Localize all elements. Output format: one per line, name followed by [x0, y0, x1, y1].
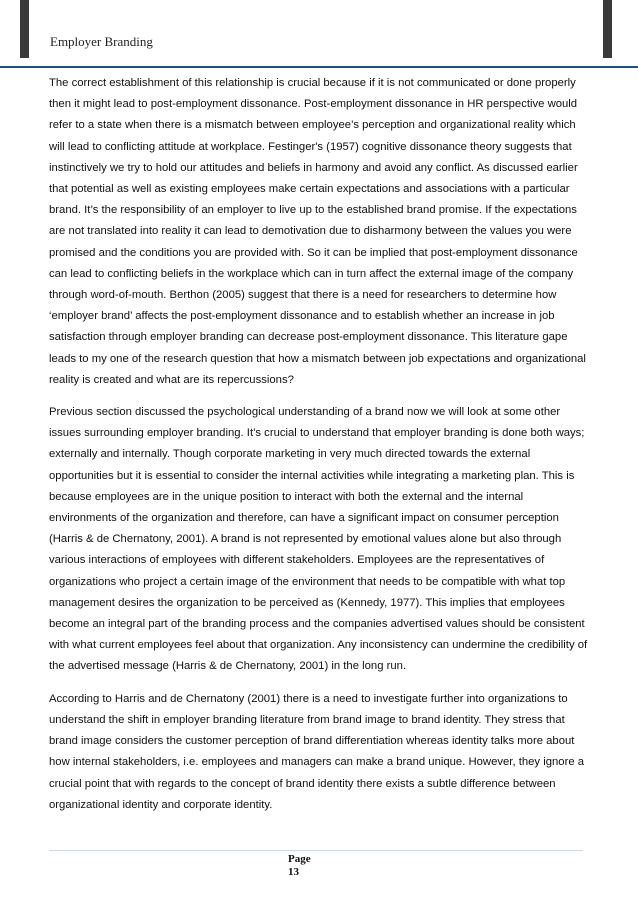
header-left-bar [20, 0, 29, 58]
header-divider [0, 66, 638, 68]
paragraph: Previous section discussed the psychological understanding of a brand now we will look at some other issues surrounding employer branding. It’s crucial to understand that employer branding is done both ways; externally and internally. Though corporate marketing in very much directed towards the external opportunities but it is essential to consider the internal activities while integrating a marketing plan. This is because employees are in the unique position to interact with both the external and the internal environments of the organization and therefore, can have a significant impact on consumer perception (Harris & de Chernatony, 2001). A brand is not represented by emotional values alone but also through various interactions of employees with different stakeholders. Employees are the representatives of organizations who project a certain image of the environment that needs to be compatible with what top management desires the organization to be perceived as (Kennedy, 1977). This implies that employees become an integral part of the branding process and the companies advertised values should be consistent with what current employees feel about that organization. Any inconsistency can undermine the credibility of the advertised message (Harris & de Chernatony, 2001) in the long run. [49, 406, 588, 673]
header-right-bar [603, 0, 612, 58]
page-number [288, 853, 311, 879]
paragraph: The correct establishment of this relationship is crucial because if it is not communicated or done properly then it might lead to post-employment dissonance. Post-employment dissonance in HR perspective would refer to a state when there is a mismatch between employee’s perception and organizational reality which will lead to conflicting attitude at workplace. Festinger's (1957) cognitive dissonance theory suggests that instinctively we try to hold our attitudes and beliefs in harmony and avoid any conflict. As discussed earlier that potential as well as existing employees make certain expectations and associations with a particular brand. It’s the responsibility of an employer to live up to the established brand promise. If the expectations are not translated into reality it can lead to demotivation due to disharmony between the values you were promised and the conditions you are provided with. So it can be implied that post-employment dissonance can lead to conflicting beliefs in the workplace which can in turn affect the external image of the company through word-of-mouth. Berthon (2005) suggest that there is a need for researchers to determine how ‘employer brand’ affects the post-employment dissonance and to establish whether an increase in job satisfaction through employer branding can decrease post-employment dissonance. This literature gape leads to my one of the research question that how a mismatch between job expectations and organizational reality is created and what are its repercussions? [49, 77, 586, 386]
footer-divider [49, 850, 583, 851]
document-body [49, 73, 589, 827]
header-title: Employer Branding [50, 34, 153, 49]
page-number-value: 13 [288, 866, 299, 878]
paragraph: According to Harris and de Chernatony (2001) there is a need to investigate further into organizations to understand the shift in employer branding literature from brand image to brand identity. They stress that brand image considers the customer perception of brand differentiation whereas identity talks more about how internal stakeholders, i.e. employees and managers can make a brand unique. However, they ignore a crucial point that with regards to the concept of brand identity there exists a subtle difference between organizational identity and corporate identity. [49, 692, 585, 811]
page-label: Page [288, 853, 311, 865]
